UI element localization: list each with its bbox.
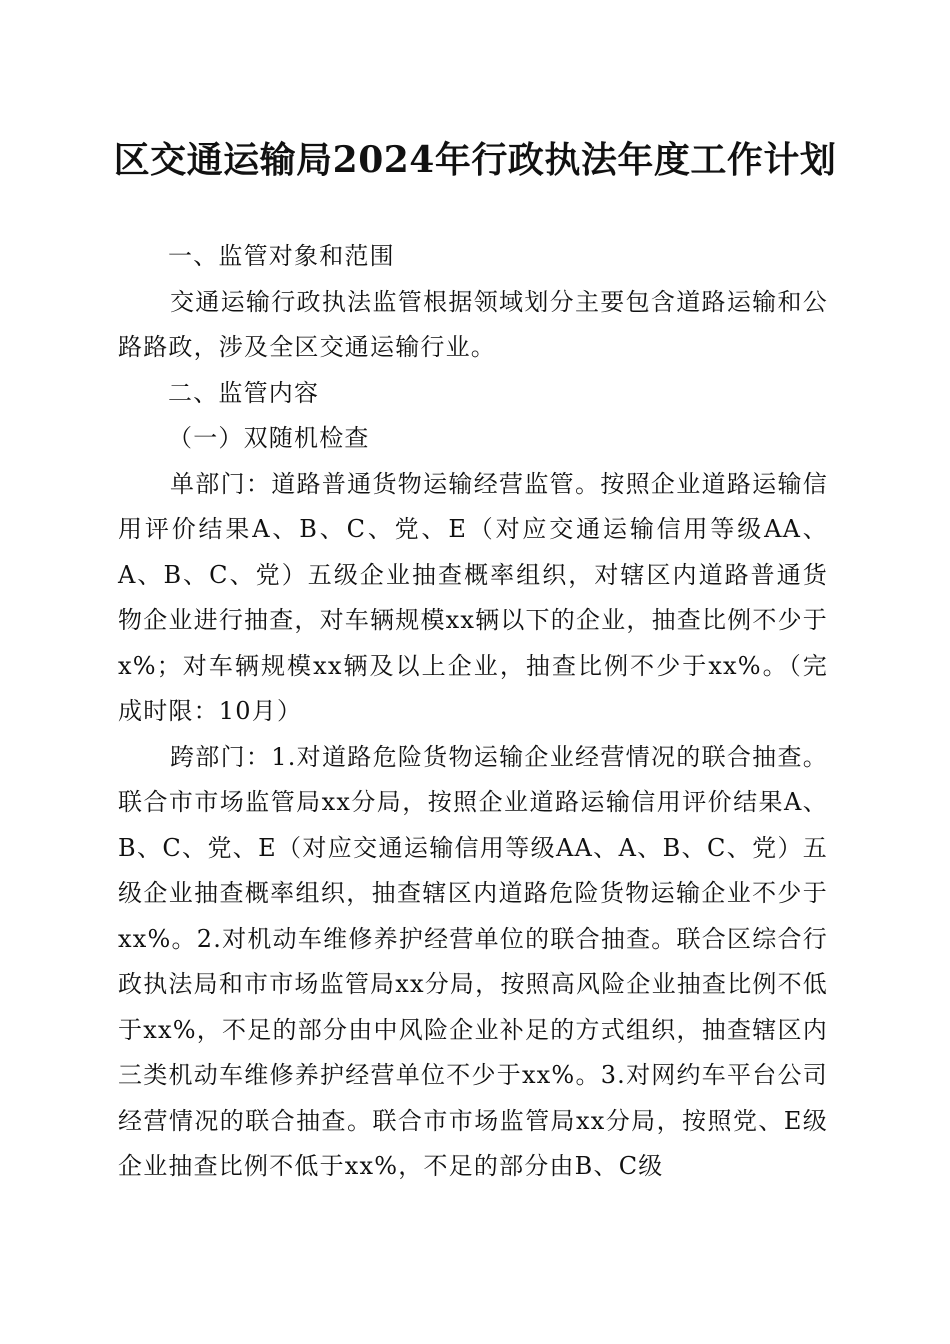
paragraph-single-department: 单部门：道路普通货物运输经营监管。按照企业道路运输信用评价结果A、B、C、党、E（对应交通运输信用等级AA、A、B、C、党）五级企业抽查概率组织，对辖区内道路普通货物企业进行抽查，对车辆规模xx辆以下的企业，抽查比例不少于x%；对车辆规模xx辆及以上企业，抽查比例不少于xx%。（完成时限：10月） [118, 469, 828, 725]
paragraph-scope: 交通运输行政执法监管根据领域划分主要包含道路运输和公路路政，涉及全区交通运输行业。 [118, 287, 828, 361]
subheading-random-inspection: （一）双随机检查 [168, 424, 370, 452]
section-heading-scope: 一、监管对象和范围 [168, 242, 395, 270]
document-body [118, 234, 828, 1190]
document-title: 区交通运输局2024年行政执法年度工作计划 [113, 139, 837, 181]
section-heading-content: 二、监管内容 [168, 378, 320, 407]
paragraph-cross-department: 跨部门：1.对道路危险货物运输企业经营情况的联合抽查。联合市市场监管局xx分局，按照企业道路运输信用评价结果A、B、C、党、E（对应交通运输信用等级AA、A、B、C、党）五级企业抽查概率组织，抽查辖区内道路危险货物运输企业不少于xx%。2.对机动车维修养护经营单位的联合抽查。联合区综合行政执法局和市市场监管局xx分局，按照高风险企业抽查比例不低于xx%，不足的部分由中风险企业补足的方式组织，抽查辖区内三类机动车维修养护经营单位不少于xx%。3.对网约车平台公司经营情况的联合抽查。联合市市场监管局xx分局，按照党、E级企业抽查比例不低于xx%，不足的部分由B、C级 [118, 742, 828, 1180]
